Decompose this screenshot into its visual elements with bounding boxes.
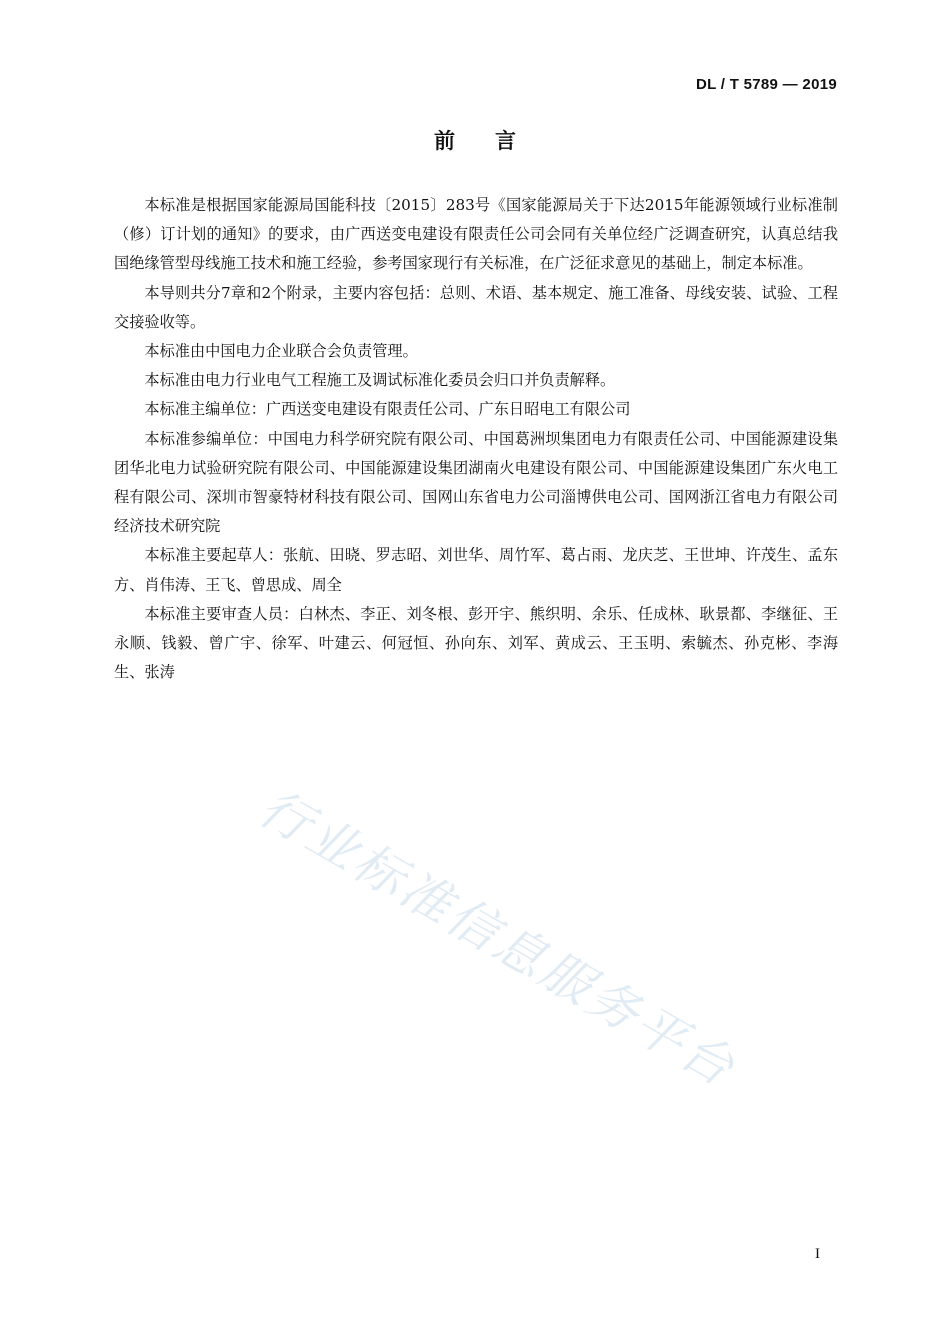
paragraph-interpretation: 本标准由电力行业电气工程施工及调试标准化委员会归口并负责解释。 [144,371,616,390]
paragraph-chief-units: 本标准主编单位：广西送变电建设有限责任公司、广东日昭电工有限公司 [144,400,631,419]
page-number: I [815,1246,820,1262]
page-title: 前言 [434,129,556,153]
paragraph-basis: 本标准是根据国家能源局国能科技〔2015〕283号《国家能源局关于下达2015年能源领域行业标准制（修）订计划的通知》的要求，由广西送变电建设有限责任公司会同有关单位经广泛调查研究，认真总结我国绝缘管型母线施工技术和施工经验，参考国家现行有关标准，在广泛征求意见的基础上，制定本标准。 [114,196,838,273]
paragraph-participating-units: 本标准参编单位：中国电力科学研究院有限公司、中国葛洲坝集团电力有限责任公司、中国能源建设集团华北电力试验研究院有限公司、中国能源建设集团湖南火电建设有限公司、中国能源建设集团广东火电工程有限公司、深圳市智豪特材科技有限公司、国网山东省电力公司淄博供电公司、国网浙江省电力有限公司经济技术研究院 [114,429,838,536]
paragraph-reviewers: 本标准主要审查人员：白林杰、李正、刘冬根、彭开宇、熊织明、余乐、任成林、耿景都、李继征、王永顺、钱毅、曾广宇、徐军、叶建云、何冠恒、孙向东、刘军、黄成云、王玉明、索毓杰、孙克彬、李海生、张涛 [114,604,838,682]
foreword-body [114,191,838,687]
paragraph-structure: 本导则共分7章和2个附录，主要内容包括：总则、术语、基本规定、施工准备、母线安装、试验、工程交接验收等。 [114,283,838,331]
paragraph-drafters: 本标准主要起草人：张航、田晓、罗志昭、刘世华、周竹军、葛占雨、龙庆芝、王世坤、许茂生、孟东方、肖伟涛、王飞、曾思成、周全 [114,546,838,594]
watermark: 行业标准信息服务平台 [249,778,747,1099]
document-code: DL / T 5789 — 2019 [695,76,837,93]
paragraph-management: 本标准由中国电力企业联合会负责管理。 [144,342,418,361]
